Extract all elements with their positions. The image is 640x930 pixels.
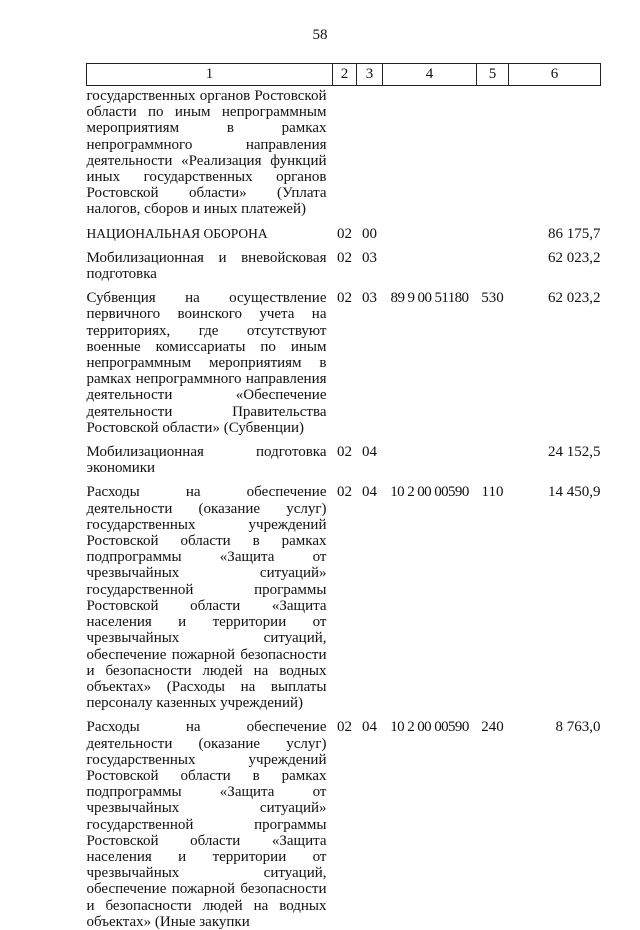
row-target-code bbox=[383, 242, 477, 282]
table-row bbox=[87, 436, 601, 476]
header-col-3: 3 bbox=[357, 64, 383, 86]
row-amount: 24 152,5 bbox=[548, 444, 601, 461]
row-section: 02 bbox=[337, 225, 352, 242]
table-row bbox=[87, 242, 601, 282]
row-expense-type bbox=[477, 86, 509, 218]
row-amount: 86 175,7 bbox=[548, 225, 601, 242]
row-description: Субвенция на осуществление первичного воинского учета на территориях, где отсутствуют военные комиссариаты по иным непрограммным мероприятиям в рамках непрограммного направления деятельности «Обеспечение деятельности Правительства Ростовской области» (Субвенции) bbox=[86, 290, 327, 436]
header-col-4: 4 bbox=[383, 64, 477, 86]
row-description: государственных органов Ростовской области по иным непрограммным мероприятиям в рамках непрограммного направления деятельности «Реализация функций иных государственных органов Ростовской области» (Уплата налогов, сборов и иных платежей) bbox=[86, 88, 327, 218]
row-subsection: 03 bbox=[362, 290, 377, 307]
row-subsection: 00 bbox=[362, 225, 377, 242]
row-section: 02 bbox=[337, 290, 352, 307]
row-subsection bbox=[357, 86, 383, 218]
row-target-code: 89 9 00 51180 bbox=[390, 290, 469, 307]
header-row bbox=[87, 64, 601, 86]
row-subsection: 04 bbox=[362, 484, 377, 501]
header-col-1: 1 bbox=[87, 64, 333, 86]
row-description: Мобилизационная и вневойсковая подготовка bbox=[86, 249, 327, 283]
row-expense-type: 110 bbox=[481, 484, 504, 501]
row-section: 02 bbox=[337, 444, 352, 461]
row-target-code: 10 2 00 00590 bbox=[390, 484, 469, 501]
row-amount: 8 763,0 bbox=[555, 719, 601, 736]
row-amount: 14 450,9 bbox=[548, 484, 601, 501]
budget-table bbox=[86, 63, 601, 930]
row-description: НАЦИОНАЛЬНАЯ ОБОРОНА bbox=[86, 225, 268, 241]
row-section bbox=[333, 86, 357, 218]
row-description: Расходы на обеспечение деятельности (оказание услуг) государственных учреждений Ростовской области в рамках подпрограммы «Защита от чрезвычайных ситуаций» государственной программы Ростовской области «Защита населения и территории от чрезвычайных ситуаций, обеспечение пожарной безопасности и безопасности людей на водных объектах» (Расходы на выплаты персоналу казенных учреждений) bbox=[86, 484, 327, 712]
table-row bbox=[87, 476, 601, 711]
row-description: Мобилизационная подготовка экономики bbox=[86, 444, 327, 477]
table-row bbox=[87, 711, 601, 930]
header-col-5: 5 bbox=[477, 64, 509, 86]
row-section: 02 bbox=[337, 484, 352, 501]
header-col-2: 2 bbox=[333, 64, 357, 86]
row-description: Расходы на обеспечение деятельности (оказание услуг) государственных учреждений Ростовской области в рамках подпрограммы «Защита от чрезвычайных ситуаций» государственной программы Ростовской области «Защита населения и территории от чрезвычайных ситуаций, обеспечение пожарной безопасности и безопасности людей на водных объектах» (Иные закупки bbox=[86, 719, 327, 930]
table-row bbox=[87, 86, 601, 218]
row-expense-type: 240 bbox=[481, 719, 504, 736]
table-row bbox=[87, 282, 601, 436]
row-target-code bbox=[383, 86, 477, 218]
row-expense-type bbox=[477, 218, 509, 242]
row-subsection: 04 bbox=[362, 444, 377, 461]
row-expense-type bbox=[477, 436, 509, 476]
row-expense-type: 530 bbox=[481, 290, 504, 307]
row-amount bbox=[509, 86, 601, 218]
table-row bbox=[87, 218, 601, 242]
row-subsection: 04 bbox=[362, 719, 377, 736]
row-subsection: 03 bbox=[362, 249, 377, 266]
row-section: 02 bbox=[337, 719, 352, 736]
header-col-6: 6 bbox=[509, 64, 601, 86]
row-amount: 62 023,2 bbox=[548, 249, 601, 266]
row-target-code: 10 2 00 00590 bbox=[390, 719, 469, 736]
row-amount: 62 023,2 bbox=[548, 290, 601, 307]
row-target-code bbox=[383, 436, 477, 476]
row-target-code bbox=[383, 218, 477, 242]
row-expense-type bbox=[477, 242, 509, 282]
row-section: 02 bbox=[337, 249, 352, 266]
page-number: 58 bbox=[312, 27, 328, 43]
